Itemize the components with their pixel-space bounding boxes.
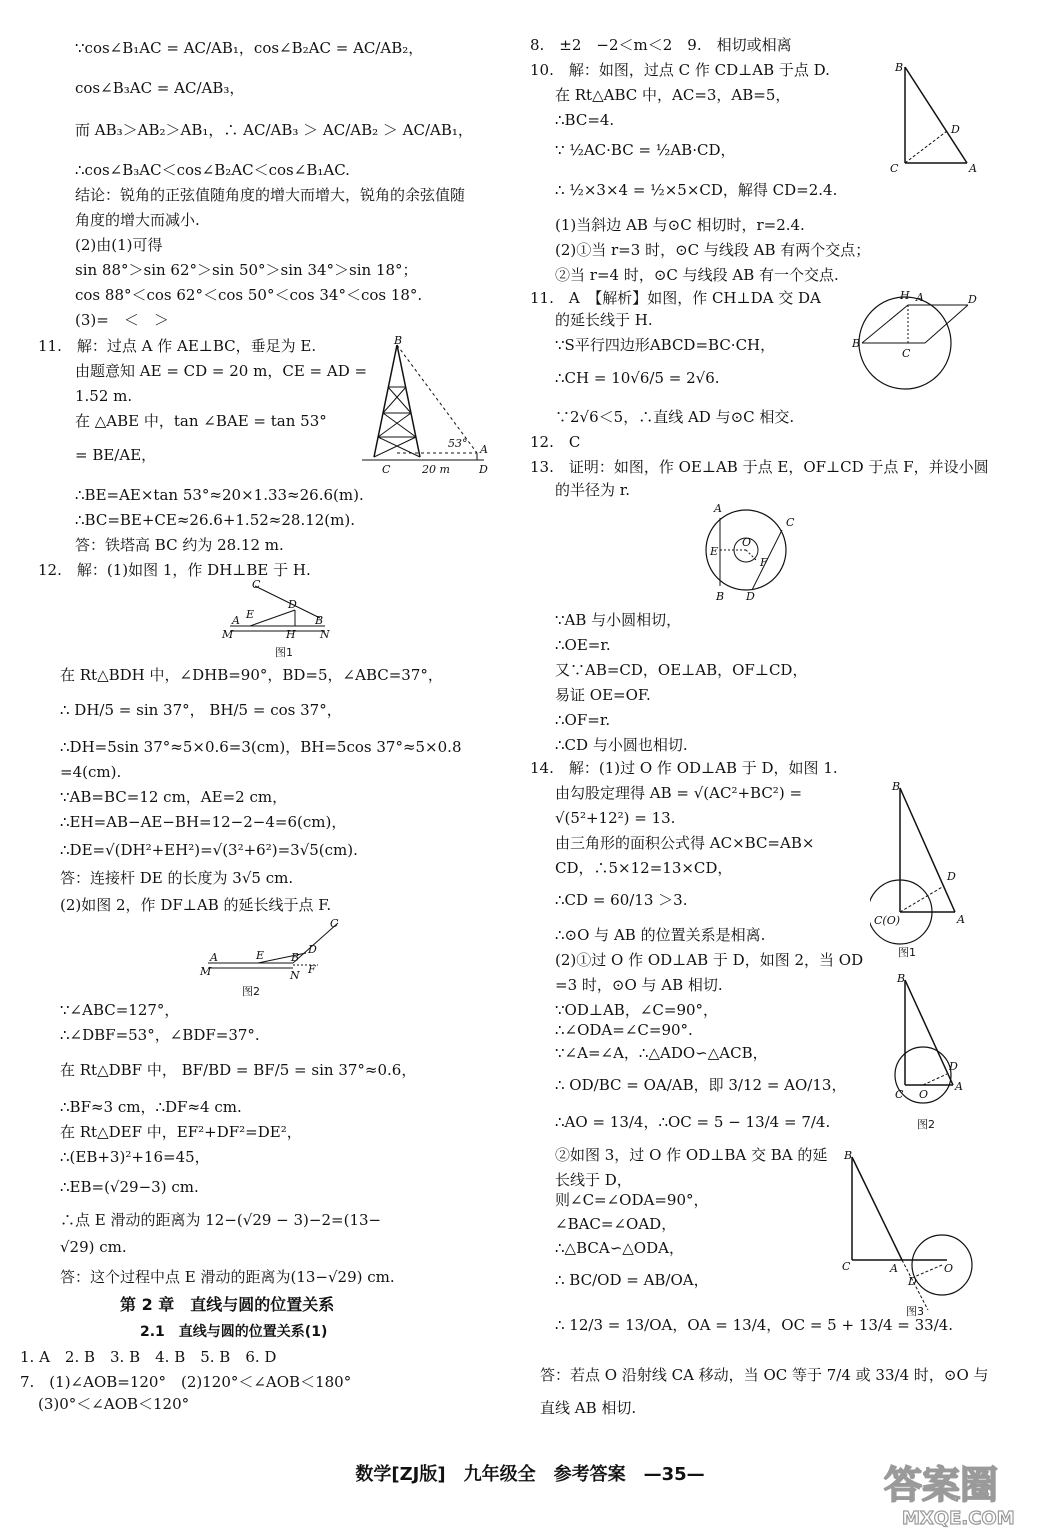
q11-label-a: A	[916, 291, 924, 304]
right-line: 的半径为 r.	[555, 481, 631, 499]
right-line: √(5²+12²) = 13.	[555, 809, 676, 827]
left-line: 在 Rt△BDH 中，∠DHB=90°，BD=5，∠ABC=37°，	[60, 666, 443, 684]
q13-label-d: D	[746, 590, 755, 603]
right-line: ∴ 12/3 = 13/OA，OA = 13/4，OC = 5 + 13/4 = 33/4.	[555, 1316, 954, 1334]
right-line: ∴AO = 13/4，∴OC = 5 − 13/4 = 7/4.	[555, 1113, 831, 1131]
left-line: 角度的增大而减小.	[75, 211, 200, 229]
left-line: ∴DH=5sin 37°≈5×0.6=3(cm)，BH=5cos 37°≈5×0.8	[60, 738, 462, 756]
left-line: ∵∠ABC=127°，	[60, 1001, 180, 1019]
left-line: ∴点 E 滑动的距离为 12−(√29 − 3)−2=(13−	[60, 1211, 382, 1229]
left-line: sin 88°＞sin 62°＞sin 50°＞sin 34°＞sin 18°；	[75, 261, 418, 279]
right-line: 11. A 【解析】如图，作 CH⊥DA 交 DA	[530, 289, 821, 307]
fig2-label-n: N	[290, 969, 300, 982]
right-line: ∴CH = 10√6/5 = 2√6.	[555, 369, 720, 387]
left-line: 由题意知 AE = CD = 20 m，CE = AD =	[75, 362, 368, 380]
q14f2-label-a: A	[955, 1080, 963, 1093]
left-line: ∴ DH/5 = sin 37°， BH/5 = cos 37°，	[60, 701, 342, 719]
fig2-label-a: A	[210, 951, 218, 964]
fig1-label-m: M	[222, 628, 234, 641]
q14-figure-1	[870, 780, 980, 960]
fig1-label-b: B	[315, 614, 324, 627]
section-title: 2.1 直线与圆的位置关系(1)	[140, 1324, 328, 1340]
left-line: 在 Rt△DBF 中， BF/BD = BF/5 = sin 37°≈0.6，	[60, 1061, 417, 1079]
q11-label-d: D	[968, 293, 977, 306]
left-line: 答：铁塔高 BC 约为 28.12 m.	[75, 536, 284, 554]
right-line: 则∠C=∠ODA=90°，	[555, 1191, 709, 1209]
q14f1-label-d: D	[947, 870, 956, 883]
fig1-label-a: A	[232, 614, 240, 627]
right-line: ∴⊙O 与 AB 的位置关系是相离.	[555, 926, 766, 944]
right-line: ∵∠A=∠A，∴△ADO∽△ACB，	[555, 1044, 768, 1062]
fig1-label-c: C	[252, 578, 261, 591]
right-line: 又∵AB=CD，OE⊥AB，OF⊥CD，	[555, 661, 808, 679]
chapter-title: 第 2 章 直线与圆的位置关系	[120, 1295, 335, 1314]
left-line: √29) cm.	[60, 1238, 127, 1256]
left-line: (3)0°＜∠AOB＜120°	[38, 1395, 190, 1413]
tower-figure	[352, 335, 492, 480]
right-line: 在 Rt△ABC 中，AC=3，AB=5，	[555, 86, 791, 104]
tower-label-angle: 53°	[448, 437, 468, 450]
right-line: 13. 证明：如图，作 OE⊥AB 于点 E，OF⊥CD 于点 F，并设小圆	[530, 458, 989, 476]
fig1-label-d: D	[288, 598, 297, 611]
right-line: ∵OD⊥AB，∠C=90°，	[555, 1001, 719, 1019]
right-line: 答：若点 O 沿射线 CA 移动，当 OC 等于 7/4 或 33/4 时，⊙O 与	[540, 1366, 989, 1384]
right-line: ∵AB 与小圆相切，	[555, 611, 682, 629]
q11-figure	[850, 285, 980, 395]
right-line: 直线 AB 相切.	[540, 1399, 637, 1417]
fig1-label-n: N	[320, 628, 330, 641]
left-line: (3)= ＜ ＞	[75, 311, 169, 329]
q14f1-label-a: A	[957, 913, 965, 926]
q14f3-label-d: D	[908, 1275, 917, 1288]
right-line: (2)①过 O 作 OD⊥AB 于 D，如图 2，当 OD	[555, 951, 864, 969]
right-line: =3 时，⊙O 与 AB 相切.	[555, 976, 723, 994]
right-line: ∴ BC/OD = AB/OA，	[555, 1271, 709, 1289]
q13-label-f: F	[760, 556, 768, 569]
left-line: 答：这个过程中点 E 滑动的距离为(13−√29) cm.	[60, 1268, 395, 1286]
watermark-url: MXQE.COM	[902, 1508, 1015, 1529]
left-line: cos 88°＜cos 62°＜cos 50°＜cos 34°＜cos 18°.	[75, 286, 423, 304]
fig2-label-m: M	[200, 965, 212, 978]
right-line: (1)当斜边 AB 与⊙C 相切时，r=2.4.	[555, 216, 805, 234]
right-line: ∵2√6＜5，∴直线 AD 与⊙C 相交.	[555, 408, 795, 426]
q10-label-c: C	[890, 162, 899, 175]
fig1-caption: 图1	[275, 646, 293, 659]
q13-label-e: E	[710, 545, 719, 558]
left-line: ∴∠DBF=53°，∠BDF=37°.	[60, 1026, 260, 1044]
q14f3-caption: 图3	[906, 1305, 924, 1318]
left-line: 答：连接杆 DE 的长度为 3√5 cm.	[60, 869, 294, 887]
q14f3-label-c: C	[842, 1260, 851, 1273]
right-line: 由三角形的面积公式得 AC×BC=AB×	[555, 834, 815, 852]
q10-label-a: A	[969, 162, 977, 175]
left-line: 1. A 2. B 3. B 4. B 5. B 6. D	[20, 1348, 277, 1366]
q11-label-h: H	[900, 289, 910, 302]
right-line: 易证 OE=OF.	[555, 686, 651, 704]
left-line: ∴(EB+3)²+16=45，	[60, 1148, 210, 1166]
q13-label-a: A	[714, 502, 722, 515]
left-line: =4(cm).	[60, 763, 122, 781]
right-line: 由勾股定理得 AB = √(AC²+BC²) =	[555, 784, 803, 802]
q14f3-label-b: B	[844, 1149, 853, 1162]
q14f2-label-b: B	[897, 972, 906, 985]
right-line: 12. C	[530, 433, 581, 451]
q13-label-c: C	[786, 516, 795, 529]
right-line: ∴OF=r.	[555, 711, 611, 729]
fig1-label-h: H	[286, 628, 296, 641]
left-figure-1	[220, 578, 340, 663]
right-line: ∴ OD/BC = OA/AB，即 3/12 = AO/13，	[555, 1076, 847, 1094]
right-line: 8. ±2 −2＜m＜2 9. 相切或相离	[530, 36, 792, 54]
q11-label-b: B	[852, 337, 861, 350]
q14f1-label-co: C(O)	[874, 914, 901, 927]
fig2-label-d: D	[308, 943, 317, 956]
right-line: ∵ ½AC·BC = ½AB·CD，	[555, 141, 736, 159]
right-line: ∴BC=4.	[555, 111, 615, 129]
right-line: 14. 解：(1)过 O 作 OD⊥AB 于 D，如图 1.	[530, 759, 838, 777]
left-line: ∵cos∠B₁AC = AC/AB₁，cos∠B₂AC = AC/AB₂，	[75, 39, 424, 57]
right-line: 10. 解：如图，过点 C 作 CD⊥AB 于点 D.	[530, 61, 830, 79]
fig2-label-e: E	[256, 949, 265, 962]
fig2-caption: 图2	[242, 985, 260, 998]
left-line: 在 Rt△DEF 中，EF²+DF²=DE²，	[60, 1123, 302, 1141]
q14f2-label-c: C	[895, 1088, 904, 1101]
q14f1-caption: 图1	[898, 946, 916, 959]
tower-label-d: D	[479, 463, 488, 476]
left-line: 7. (1)∠AOB=120° (2)120°＜∠AOB＜180°	[20, 1373, 352, 1391]
left-line: 结论：锐角的正弦值随角度的增大而增大，锐角的余弦值随	[75, 186, 466, 204]
right-line: ∴CD 与小圆也相切.	[555, 736, 688, 754]
watermark-logo	[878, 1456, 1048, 1530]
left-line: 在 △ABE 中，tan ∠BAE = tan 53°	[75, 412, 327, 430]
fig1-label-e: E	[246, 608, 255, 621]
fig2-label-b: B	[291, 951, 300, 964]
left-line: ∴cos∠B₃AC＜cos∠B₂AC＜cos∠B₁AC.	[75, 161, 350, 179]
right-line: ∴CD = 60/13 ＞3.	[555, 891, 688, 909]
left-line: (2)如图 2，作 DF⊥AB 的延长线于点 F.	[60, 896, 332, 914]
q13-label-o: O	[742, 536, 752, 549]
left-line: cos∠B₃AC = AC/AB₃，	[75, 79, 245, 97]
q14-figure-2	[885, 970, 985, 1135]
tower-label-dist: 20 m	[422, 463, 450, 476]
right-line: ∴△BCA∽△ODA，	[555, 1239, 684, 1257]
watermark-text: 答案圈	[884, 1463, 999, 1507]
left-line: ∴EB=(√29−3) cm.	[60, 1178, 199, 1196]
tower-label-b: B	[394, 335, 403, 347]
right-line: 的延长线于 H.	[555, 311, 653, 329]
left-line: ∵AB=BC=12 cm，AE=2 cm，	[60, 788, 288, 806]
q14f2-caption: 图2	[917, 1118, 935, 1131]
q14f3-label-o: O	[944, 1262, 954, 1275]
q13-label-b: B	[716, 590, 725, 603]
page-footer: 数学[ZJ版] 九年级全 参考答案 —35—	[355, 1464, 705, 1485]
fig2-label-f: F	[308, 963, 316, 976]
tower-label-c: C	[382, 463, 391, 476]
left-figure-2	[198, 915, 358, 1000]
right-line: ②当 r=4 时，⊙C 与线段 AB 有一个交点.	[555, 266, 839, 284]
q14f2-label-o: O	[919, 1088, 929, 1101]
q14f1-label-b: B	[892, 780, 901, 793]
right-line: ∴OE=r.	[555, 636, 611, 654]
left-line: = BE/AE，	[75, 446, 157, 464]
right-line: ∵S平行四边形ABCD=BC·CH，	[555, 336, 776, 354]
right-line: 长线于 D，	[555, 1171, 632, 1189]
left-line: 12. 解：(1)如图 1，作 DH⊥BE 于 H.	[38, 561, 311, 579]
fig2-label-c: C	[330, 917, 339, 930]
left-line: ∴DE=√(DH²+EH²)=√(3²+6²)=3√5(cm).	[60, 841, 358, 859]
left-line: ∴BF≈3 cm，∴DF≈4 cm.	[60, 1098, 242, 1116]
q14-figure-3	[832, 1145, 982, 1325]
q10-figure	[885, 55, 1000, 180]
left-line: ∴BE=AE×tan 53°≈20×1.33≈26.6(m).	[75, 486, 364, 504]
tower-label-a: A	[480, 443, 488, 456]
right-line: ∴∠ODA=∠C=90°.	[555, 1021, 693, 1039]
left-line: 1.52 m.	[75, 387, 133, 405]
q10-label-d: D	[951, 123, 960, 136]
left-line: 而 AB₃＞AB₂＞AB₁，∴ AC/AB₃ ＞ AC/AB₂ ＞ AC/AB₁，	[75, 121, 473, 139]
q14f2-label-d: D	[949, 1060, 958, 1073]
right-line: ∴ ½×3×4 = ½×5×CD，解得 CD=2.4.	[555, 181, 838, 199]
right-line: CD，∴5×12=13×CD，	[555, 859, 733, 877]
right-line: ②如图 3，过 O 作 OD⊥BA 交 BA 的延	[555, 1146, 828, 1164]
left-line: ∴EH=AB−AE−BH=12−2−4=6(cm)，	[60, 813, 347, 831]
left-line: (2)由(1)可得	[75, 236, 163, 254]
q11-label-c: C	[902, 347, 911, 360]
left-line: ∴BC=BE+CE≈26.6+1.52≈28.12(m).	[75, 511, 355, 529]
q13-figure	[698, 500, 798, 605]
right-line: (2)①当 r=3 时，⊙C 与线段 AB 有两个交点；	[555, 241, 871, 259]
q10-label-b: B	[895, 61, 904, 74]
q14f3-label-a: A	[890, 1262, 898, 1275]
left-line: 11. 解：过点 A 作 AE⊥BC，垂足为 E.	[38, 337, 317, 355]
right-line: ∠BAC=∠OAD，	[555, 1215, 677, 1233]
